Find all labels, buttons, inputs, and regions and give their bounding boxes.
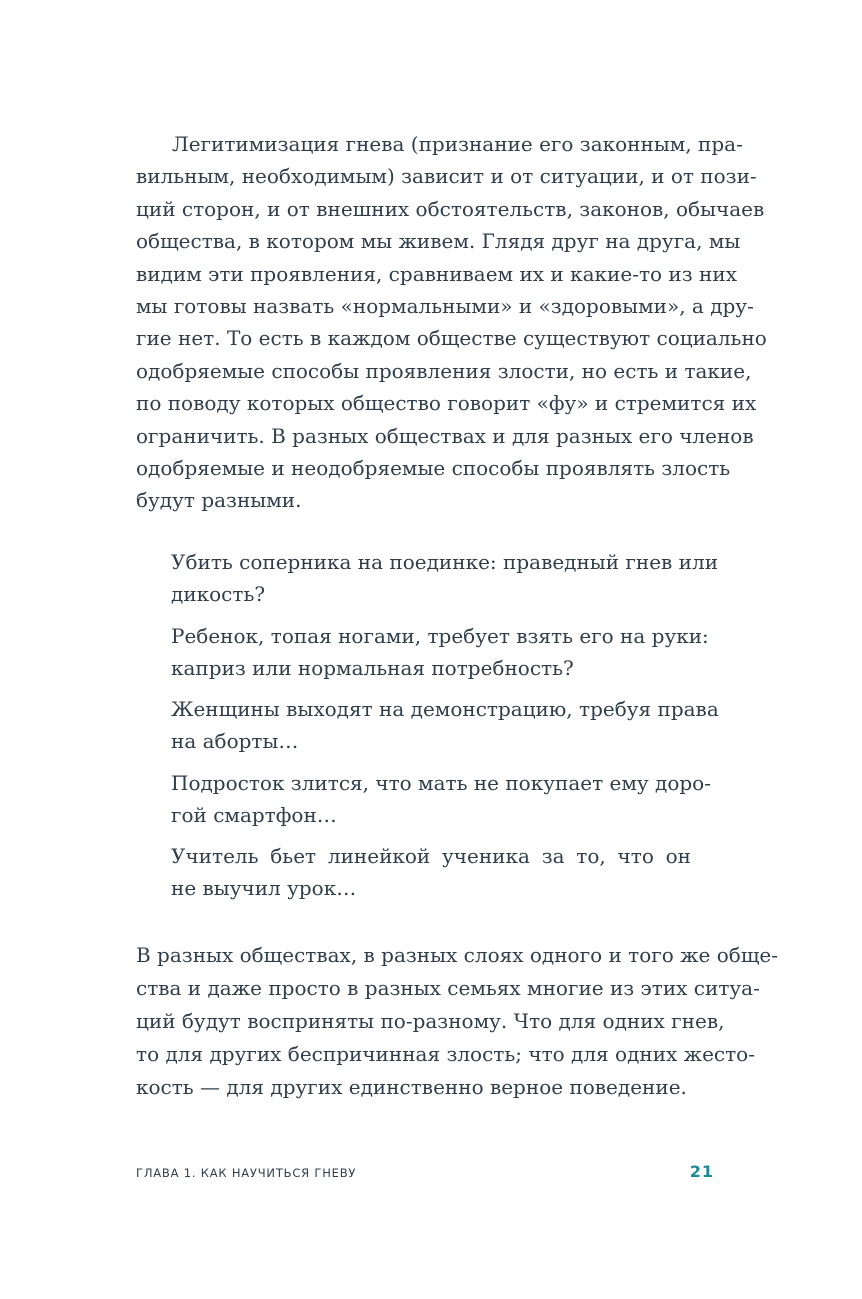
example-item [171, 770, 711, 835]
example-line: Учитель бьет линейкой ученика за то, что он [171, 844, 691, 868]
paragraph-line: ограничить. В разных обществах и для разных его членов [136, 423, 754, 448]
example-line: не выучил урок… [171, 876, 357, 900]
paragraph-line: видим эти проявления, сравниваем их и какие-то из них [136, 261, 737, 286]
example-item [171, 844, 691, 908]
paragraph-line: ций будут восприняты по-разному. Что для одних гнев, [136, 1009, 725, 1033]
example-item [171, 623, 709, 688]
example-line: дикость? [171, 582, 266, 606]
paragraph-line: одобряемые способы проявления злости, но есть и такие, [136, 358, 752, 383]
example-line: Ребенок, топая ногами, требует взять его на руки: [171, 623, 709, 648]
paragraph-line: одобряемые и неодобряемые способы проявлять злость [136, 455, 731, 480]
paragraph-legitimization [136, 128, 767, 517]
paragraph-line: гие нет. То есть в каждом обществе существуют социально [136, 326, 767, 351]
paragraph-line: Легитимизация гнева (признание его законным, пра- [172, 132, 743, 156]
paragraph-line: мы готовы назвать «нормальными» и «здоровыми», а дру- [136, 293, 754, 318]
paragraph-line: ций сторон, и от внешних обстоятельств, законов, обычаев [136, 196, 765, 221]
example-item [171, 697, 719, 761]
example-line: Женщины выходят на демонстрацию, требуя права [171, 697, 719, 721]
examples-list [171, 550, 719, 918]
paragraph-line: по поводу которых общество говорит «фу» и стремится их [136, 391, 757, 416]
example-item [171, 550, 719, 614]
example-line: Убить соперника на поединке: праведный гнев или [171, 550, 719, 574]
paragraph-line: будут разными. [136, 488, 302, 513]
paragraph-societies [136, 939, 779, 1104]
paragraph-line: вильным, необходимым) зависит и от ситуации, и от пози- [136, 164, 757, 189]
example-line: гой смартфон… [171, 802, 337, 827]
paragraph-line: В разных обществах, в разных слоях одного и того же обще- [136, 943, 779, 967]
running-footer-chapter-title: ГЛАВА 1. КАК НАУЧИТЬСЯ ГНЕВУ [136, 1166, 357, 1180]
paragraph-line: кость — для других единственно верное поведение. [136, 1075, 687, 1099]
example-line: на аборты… [171, 729, 299, 753]
example-line: каприз или нормальная потребность? [171, 655, 574, 680]
page-number: 21 [689, 1162, 714, 1181]
paragraph-line: ства и даже просто в разных семьях многие из этих ситуа- [136, 976, 760, 1000]
paragraph-line: то для других беспричинная злость; что для одних жесто- [136, 1042, 755, 1066]
example-line: Подросток злится, что мать не покупает ему доро- [171, 770, 711, 795]
paragraph-line: общества, в котором мы живем. Глядя друг на друга, мы [136, 229, 741, 254]
